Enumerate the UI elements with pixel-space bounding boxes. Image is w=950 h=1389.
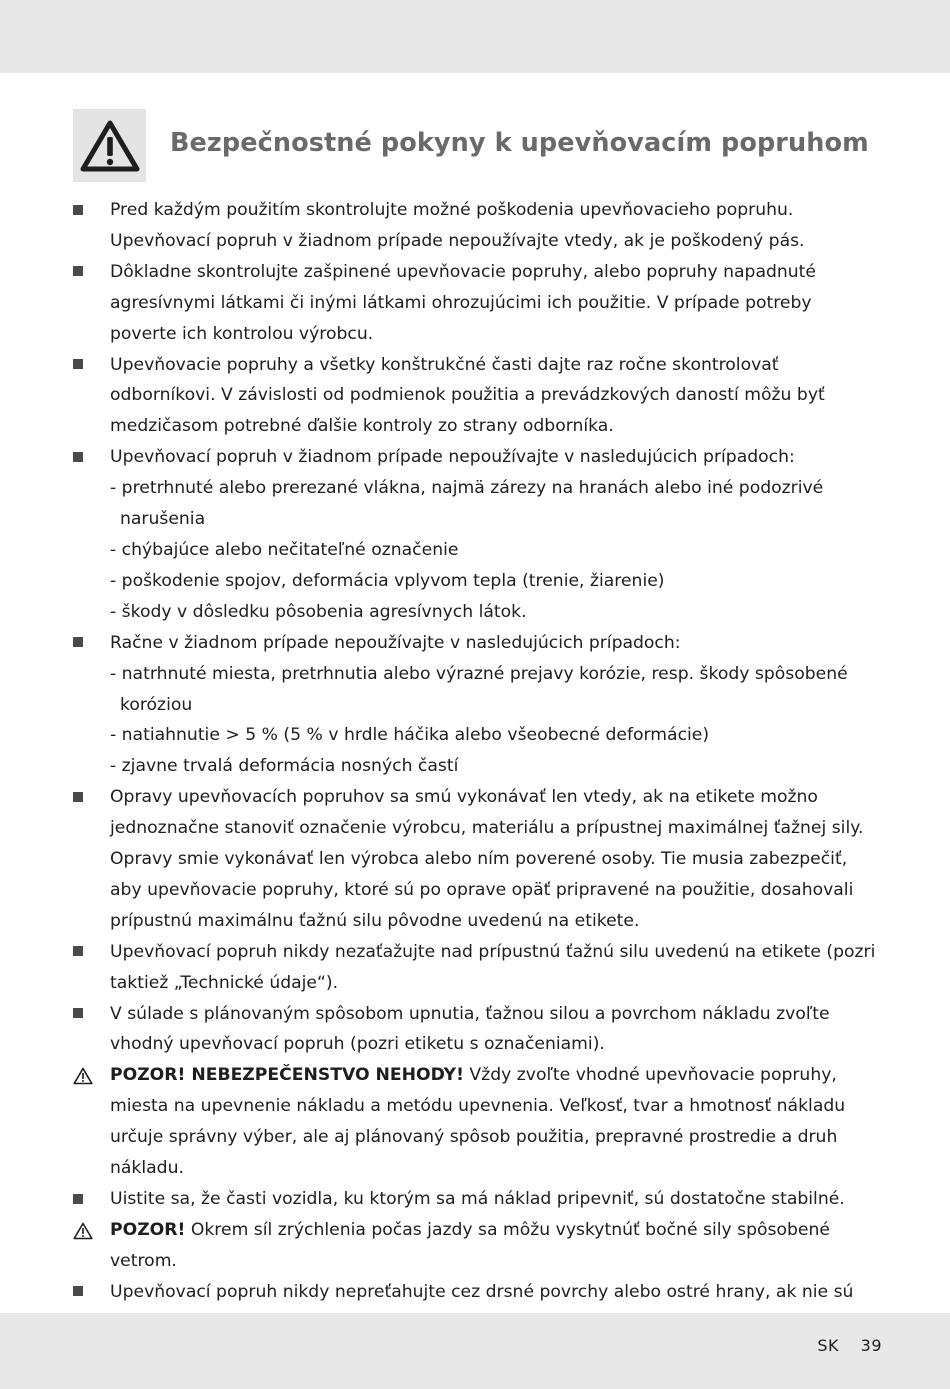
square-bullet-icon: [72, 359, 83, 370]
warning-label: POZOR! NEBEZPEČENSTVO NEHODY!: [110, 1065, 464, 1086]
warning-small-icon: [72, 1066, 94, 1086]
square-bullet-icon: [72, 1193, 83, 1204]
item-text: Uistite sa, že časti vozidla, ku ktorým sa má náklad pripevniť, sú dostatočne stabilné.: [110, 1189, 845, 1209]
list-item: [72, 195, 882, 257]
sub-list-item: - natrhnuté miesta, pretrhnutia alebo výrazné prejavy korózie, resp. škody spôsobené koróziou: [110, 663, 848, 715]
list-item: [72, 782, 882, 937]
item-text: V súlade s plánovaným spôsobom upnutia, ťažnou silou a povrchom nákladu zvoľte vhodný upevňovací popruh (pozri etiketu s označeniami).: [110, 1003, 830, 1055]
sub-list-item: - natiahnutie > 5 % (5 % v hrdle háčika alebo všeobecné deformácie): [110, 725, 710, 746]
bottom-band: [0, 1313, 950, 1389]
list-item: [72, 257, 882, 350]
list-item: [72, 442, 882, 473]
warning-label: POZOR!: [110, 1219, 186, 1240]
sub-list-item: - zjavne trvalá deformácia nosných častí: [110, 756, 459, 777]
safety-list: [72, 195, 882, 1339]
square-bullet-icon: [72, 1286, 83, 1297]
item-text: Opravy upevňovacích popruhov sa smú vykonávať len vtedy, ak na etikete možno jednoznačne stanoviť označenie výrobcu, materiálu a prípustnej maximálnej ťažnej sily. Opravy smie vykonávať len výrobca alebo ním poverené osoby. Tie musia zabezpečiť, aby upevňovacie popruhy, ktoré sú po oprave opäť pripravené na použitie, dosahovali prípustnú maximálnu ťažnú silu pôvodne uvedenú na etikete.: [110, 787, 864, 931]
item-text: Dôkladne skontrolujte zašpinené upevňovacie popruhy, alebo popruhy napadnuté agresívnymi látkami či inými látkami ohrozujúcimi ich použitie. V prípade potreby poverte ich kontrolou výrobcu.: [110, 261, 816, 344]
item-text: Upevňovací popruh v žiadnom prípade nepoužívajte v nasledujúcich prípadoch:: [110, 447, 795, 468]
page-number: 39: [860, 1336, 882, 1355]
list-item: [72, 937, 882, 999]
square-bullet-icon: [72, 791, 83, 802]
square-bullet-icon: [72, 1008, 83, 1019]
item-text: Okrem síl zrýchlenia počas jazdy sa môžu vyskytnúť bočné sily spôsobené vetrom.: [110, 1219, 830, 1271]
list-item: [72, 350, 882, 443]
sub-list-item: - chýbajúce alebo nečitateľné označenie: [110, 539, 459, 560]
item-text: Pred každým použitím skontrolujte možné poškodenia upevňovacieho popruhu. Upevňovací popruh v žiadnom prípade nepoužívajte vtedy, ak je poškodený pás.: [110, 200, 805, 251]
item-text: Upevňovacie popruhy a všetky konštrukčné časti dajte raz ročne skontrolovať odborníkovi. V závislosti od podmienok použitia a prevádzkových daností môžu byť medzičasom potrebné ďalšie kontroly zo strany odborníka.: [110, 354, 825, 437]
item-text: Upevňovací popruh nikdy nezaťažujte nad prípustnú ťažnú silu uvedenú na etikete (pozri taktiež „Technické údaje“).: [110, 941, 876, 993]
language-code: SK: [817, 1336, 840, 1355]
section-title: Bezpečnostné pokyny k upevňovacím popruhom: [170, 128, 869, 158]
warning-item: [72, 1060, 882, 1184]
list-item: [72, 1184, 882, 1215]
item-text: Vždy zvoľte vhodné upevňovacie popruhy, miesta na upevnenie nákladu a metódu upevnenia. Veľkosť, tvar a hmotnosť nákladu určuje správny výber, ale aj plánovaný spôsob použitia, prepravné prostredie a druh nákladu.: [110, 1065, 846, 1179]
square-bullet-icon: [72, 946, 83, 957]
list-item: [72, 999, 882, 1061]
square-bullet-icon: [72, 266, 83, 277]
square-bullet-icon: [72, 204, 83, 215]
warning-small-icon: [72, 1221, 94, 1241]
sub-list-item: - poškodenie spojov, deformácia vplyvom tepla (trenie, žiarenie): [110, 570, 665, 591]
page-footer: [817, 1336, 882, 1355]
sub-list-item: - pretrhnuté alebo prerezané vlákna, najmä zárezy na hranách alebo iné podozrivé narušenia: [110, 478, 824, 530]
warning-item: [72, 1215, 882, 1277]
item-text: Račne v žiadnom prípade nepoužívajte v nasledujúcich prípadoch:: [110, 632, 681, 653]
square-bullet-icon: [72, 451, 83, 462]
square-bullet-icon: [72, 637, 83, 648]
top-band: [0, 0, 950, 73]
sub-list-item: - škody v dôsledku pôsobenia agresívnych látok.: [110, 601, 527, 622]
warning-triangle-icon: [73, 109, 146, 182]
item-text: Upevňovací popruh nikdy nepreťahujte cez drsné povrchy alebo ostré hrany, ak nie sú: [110, 1281, 854, 1302]
list-item: [72, 628, 882, 659]
